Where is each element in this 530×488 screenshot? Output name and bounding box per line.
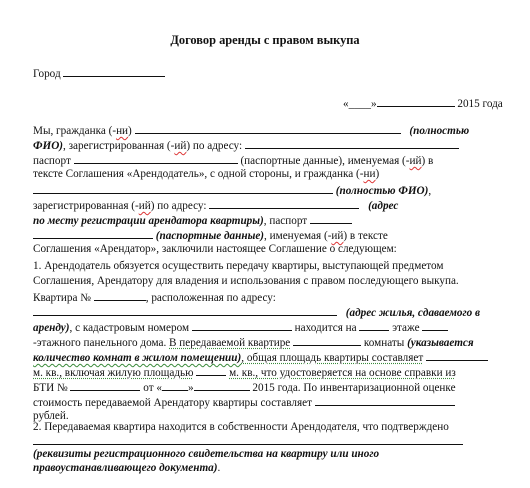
section1-line-8 [33,365,456,378]
document-title: Договор аренды с правом выкупа [170,33,360,47]
text: (- [108,125,117,137]
text: 2015 года. По инвентаризационной оценке [252,382,456,394]
text: м. кв., включая жилую площадью [33,367,194,379]
city-blank [63,66,165,77]
apartment-number-blank [94,290,146,301]
text: ий [331,230,344,242]
text: (полностью [409,125,470,137]
city-line [33,66,165,79]
text: БТИ № [33,382,68,394]
text: , паспорт [263,215,308,227]
preamble-line-6 [33,198,398,211]
certificate-blank [33,434,463,445]
text: количество комнат в жилом помещении) [33,352,242,364]
price-blank [315,395,455,406]
text: тексте Соглашения «Арендодатель», с одной стороны, и гражданка [33,168,354,180]
text: , именуемая [264,230,322,242]
text: (полностью ФИО) [335,185,429,197]
section2-line-3 [33,448,379,461]
text: (адрес [368,200,399,212]
date-day: «____» [343,98,377,110]
text: (адрес жилья, сдаваемого в [345,307,481,319]
text: В передаваемой квартире [169,337,291,349]
text: 2. Передаваемая квартира находится в собственности Арендодателя, что подтверждено [33,421,449,433]
preamble-line-4 [33,168,379,181]
text: по месту регистрации арендатора квартиры) [33,215,264,227]
text: (- [402,155,410,167]
text: , с кадастровым номером [69,322,190,334]
text: , расположенная по адресу: [145,292,276,304]
preamble-line-3 [33,153,433,166]
preamble-line-2 [33,138,459,151]
text: » [188,382,194,394]
text: ) по адресу: [186,140,243,152]
text: паспорт [33,155,71,167]
text: ни [363,168,376,180]
text: (реквизиты регистрационного свидетельства на квартиру или иного [33,448,380,460]
section1-line-7 [33,350,488,363]
text: м. кв., что удостоверяется на основе справки из [229,367,456,379]
text: этаже [392,322,420,334]
apartment-address-blank [33,305,337,316]
fio-blank [135,123,401,134]
text: Соглашения «Арендатор», заключили настоящее Соглашение о следующем: [33,243,397,255]
text: зарегистрированная [33,200,129,212]
text: Мы, гражданка [33,125,106,137]
text: (- [131,200,139,212]
text: -этажного панельного дома. [33,337,167,349]
passport-blank-2 [310,213,352,224]
address-blank-2 [209,198,359,209]
text: (паспортные данные), именуемая [240,155,400,167]
preamble-line-7 [33,213,352,226]
section2-line-2 [33,434,463,447]
preamble-line-9 [33,243,397,256]
section1-line-3 [33,290,276,303]
section2-line-1 [33,421,449,434]
text: ) [128,125,132,137]
section2-line-4 [33,462,220,475]
section1-line-4 [33,305,480,318]
section1-line-6 [33,335,474,348]
preamble-line-1 [33,123,469,136]
floor-blank [359,320,389,331]
text: , [428,185,432,197]
section1-line-1 [33,260,443,273]
bti-number-blank [70,380,140,391]
text: , общая площадь квартиры составляет [241,352,424,364]
text: (- [356,168,364,180]
preamble-line-5 [33,183,431,196]
text: (- [323,230,332,242]
text: аренду) [33,322,70,334]
text: Квартира № [33,292,91,304]
text: ) [375,168,380,180]
fio-blank-2 [33,183,333,194]
text: (указывается [407,337,474,349]
text: Соглашения, Арендатору для владения и использования с правом последующего выкупа. [33,275,459,287]
text: ФИО) [33,140,64,152]
text: ) в тексте [343,230,388,242]
section1-line-9 [33,380,456,393]
section1-line-10 [33,395,455,408]
cadastral-number-blank [192,320,292,331]
date-line [343,96,503,109]
passport-blank [74,153,238,164]
total-area-blank [426,350,488,361]
text: рублей. [33,410,69,422]
text: , зарегистрированная [63,140,165,152]
text: стоимость передаваемой Арендатору квартиры составляет [33,397,312,409]
text: находится на [294,322,357,334]
passport-data-blank [33,228,153,239]
section1-line-2 [33,275,459,288]
text: ) в [421,155,434,167]
bti-day-blank [162,380,188,391]
text: ий [174,140,187,152]
text: ий [138,200,151,212]
rooms-blank [293,335,361,346]
city-label: Город [33,68,61,80]
text: ий [409,155,422,167]
text: от « [143,382,162,394]
date-year: 2015 года [457,98,503,110]
text: комнаты [363,337,405,349]
date-month-blank [377,96,455,107]
bti-month-blank [194,380,250,391]
text: ни [116,125,129,137]
text: 1. Арендодатель обязуется осуществить передачу квартиры, выступающей предметом [33,260,444,272]
floors-total-blank [422,320,448,331]
section1-line-5 [33,320,448,333]
preamble-line-8 [33,228,388,241]
text: ) по адресу: [150,200,207,212]
text: (- [166,140,175,152]
living-area-blank [196,365,226,376]
text: правоустанавливающего документа) [33,462,218,474]
text: (паспортные данные) [155,230,265,242]
text: . [217,462,221,474]
address-blank [245,138,459,149]
